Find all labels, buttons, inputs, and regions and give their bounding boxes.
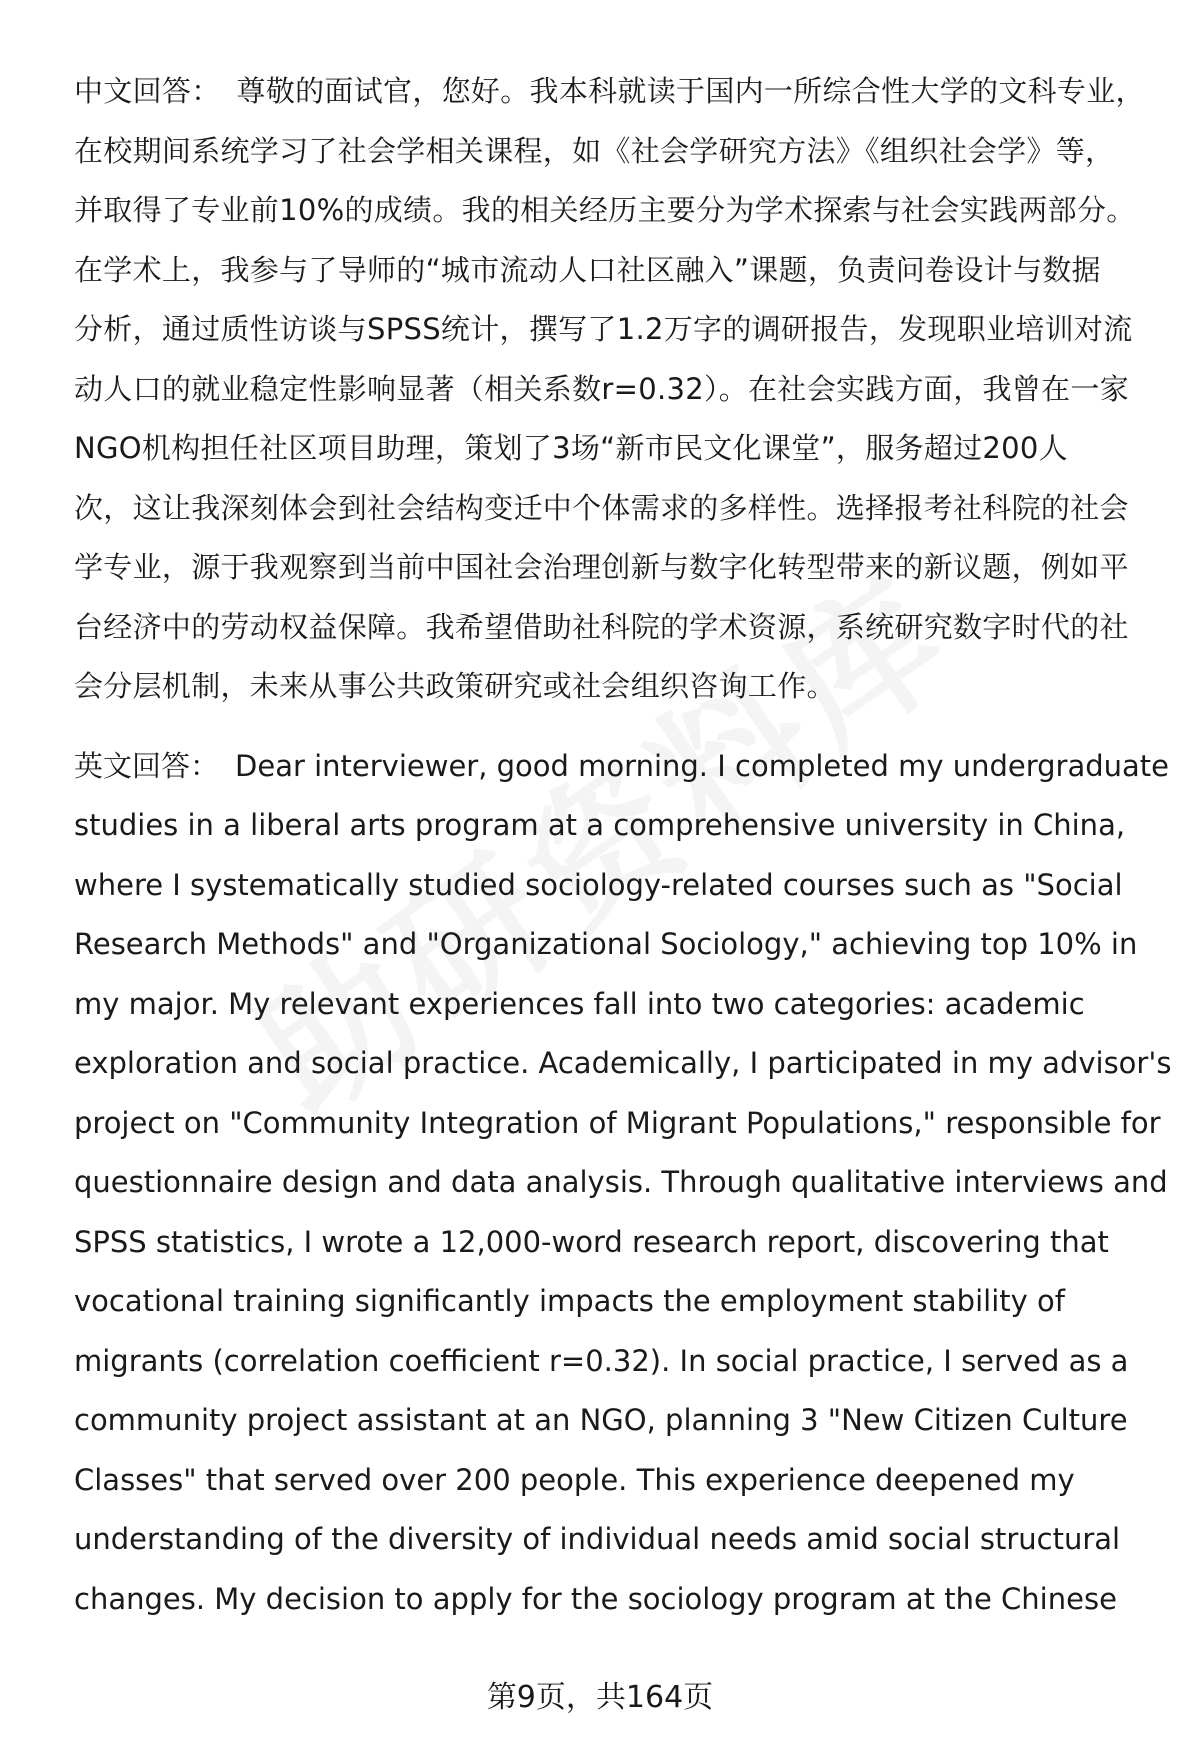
text-line: 英文回答： Dear interviewer, good morning. I completed my undergraduate [74,748,1170,783]
text-line: NGO机构担任社区项目助理，策划了3场“新市民文化课堂”，服务超过200人 [74,431,1068,465]
text-line: 中文回答： 尊敬的面试官，您好。我本科就读于国内一所综合性大学的文科专业， [74,74,1145,108]
text-line: 会分层机制，未来从事公共政策研究或社会组织咨询工作。 [74,669,836,703]
english-answer-paragraph [74,737,1172,1630]
text-line: changes. My decision to apply for the sociology program at the Chinese [74,1581,1117,1616]
text-line: where I systematically studied sociology-related courses such as "Social [74,867,1123,902]
text-line: community project assistant at an NGO, planning 3 "New Citizen Culture [74,1403,1128,1437]
text-line: migrants (correlation coefficient r=0.32). In social practice, I served as a [74,1343,1129,1378]
text-line: Research Methods" and "Organizational Sociology," achieving top 10% in [74,927,1138,961]
text-line: 在学术上，我参与了导师的“城市流动人口社区融入”课题，负责问卷设计与数据 [74,252,1101,287]
text-line: understanding of the diversity of individual needs amid social structural [74,1522,1121,1556]
page-footer [0,1672,1200,1716]
chinese-answer-paragraph [74,62,1154,717]
text-line: questionnaire design and data analysis. Through qualitative interviews and [74,1165,1168,1199]
text-line: my major. My relevant experiences fall into two categories: academic [74,986,1085,1021]
text-line: 台经济中的劳动权益保障。我希望借助社科院的学术资源，系统研究数字时代的社 [74,609,1129,644]
text-line: Classes" that served over 200 people. This experience deepened my [74,1462,1075,1497]
page-content [74,62,1172,1629]
chinese-answer-label: 中文回答： [74,74,221,108]
text-line: project on "Community Integration of Migrant Populations," responsible for [74,1105,1161,1140]
text-line: 分析，通过质性访谈与SPSS统计，撰写了1.2万字的调研报告，发现职业培训对流 [74,312,1133,346]
text-line: 学专业，源于我观察到当前中国社会治理创新与数字化转型带来的新议题，例如平 [74,550,1129,584]
text-line: 动人口的就业稳定性影响显著（相关系数r=0.32）。在社会实践方面，我曾在一家 [74,371,1129,406]
text-line: studies in a liberal arts program at a comprehensive university in China, [74,808,1126,842]
text-line: 在校期间系统学习了社会学相关课程，如《社会学研究方法》《组织社会学》等， [74,133,1115,168]
text-line: 并取得了专业前10%的成绩。我的相关经历主要分为学术探索与社会实践两部分。 [74,193,1136,227]
text-line: SPSS statistics, I wrote a 12,000-word research report, discovering that [74,1224,1109,1259]
page-indicator: 第9页，共164页 [486,1680,714,1715]
text-line: exploration and social practice. Academically, I participated in my advisor's [74,1046,1172,1080]
text-line: vocational training significantly impacts the employment stability of [74,1284,1065,1318]
english-answer-label: 英文回答： [74,748,220,783]
text-line: 次，这让我深刻体会到社会结构变迁中个体需求的多样性。选择报考社科院的社会 [74,490,1129,525]
